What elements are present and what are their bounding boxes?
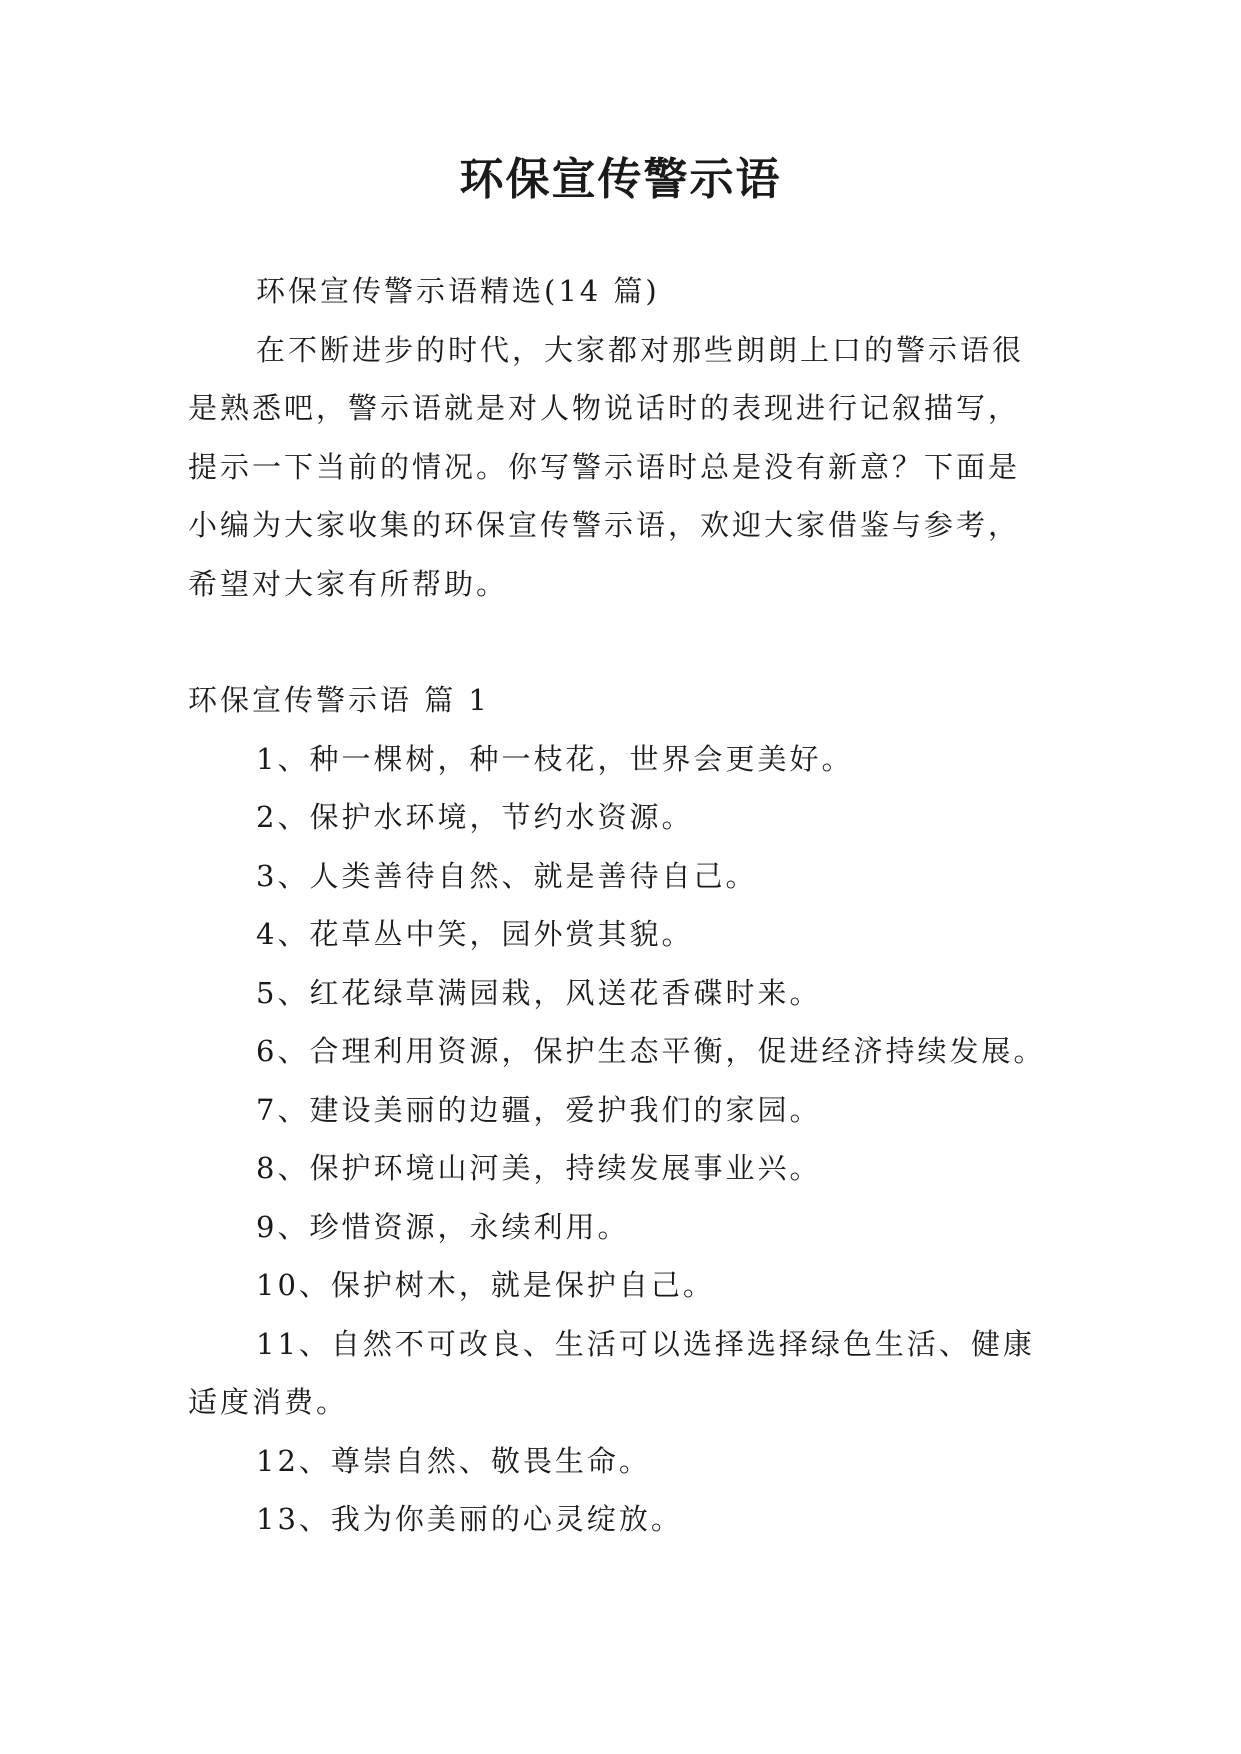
list-item: 2、保护水环境，节约水资源。: [256, 800, 694, 834]
list-item: 5、红花绿草满园栽，风送花香碟时来。: [256, 975, 822, 1010]
list-item: 4、花草丛中笑，园外赏其貌。: [256, 917, 694, 951]
list-item: 12、尊崇自然、敬畏生命。: [256, 1443, 651, 1478]
intro-line: 提示一下当前的情况。你写警示语时总是没有新意？下面是: [188, 449, 1021, 484]
list-item: 8、保护环境山河美，持续发展事业兴。: [256, 1151, 822, 1185]
list-item: 3、人类善待自然、就是善待自己。: [256, 858, 758, 893]
intro-line: 是熟悉吧，警示语就是对人物说话时的表现进行记叙描写，: [188, 391, 1021, 425]
document-body: [188, 262, 1068, 1549]
list-item: 6、合理利用资源，保护生态平衡，促进经济持续发展。: [256, 1034, 1046, 1068]
list-item: 11、自然不可改良、生活可以选择选择绿色生活、健康: [256, 1326, 1035, 1361]
list-item: 7、建设美丽的边疆，爱护我们的家园。: [256, 1092, 822, 1127]
intro-line: 希望对大家有所帮助。: [188, 566, 509, 601]
paragraph-gap: [188, 613, 1068, 671]
list-item: 10、保护树木，就是保护自己。: [256, 1268, 715, 1302]
intro-line: 在不断进步的时代，大家都对那些朗朗上口的警示语很: [256, 332, 1025, 367]
list-item-continuation: 适度消费。: [188, 1385, 349, 1419]
section-heading: 环保宣传警示语 篇 1: [188, 683, 490, 717]
list-item: 13、我为你美丽的心灵绽放。: [256, 1502, 683, 1536]
list-item: 1、种一棵树，种一枝花，世界会更美好。: [256, 741, 854, 776]
intro-line: 小编为大家收集的环保宣传警示语，欢迎大家借鉴与参考，: [188, 508, 1021, 542]
list-item: 9、珍惜资源，永续利用。: [256, 1209, 630, 1244]
document-subtitle: 环保宣传警示语精选(14 篇): [256, 274, 660, 308]
document-title: 环保宣传警示语: [459, 154, 782, 205]
